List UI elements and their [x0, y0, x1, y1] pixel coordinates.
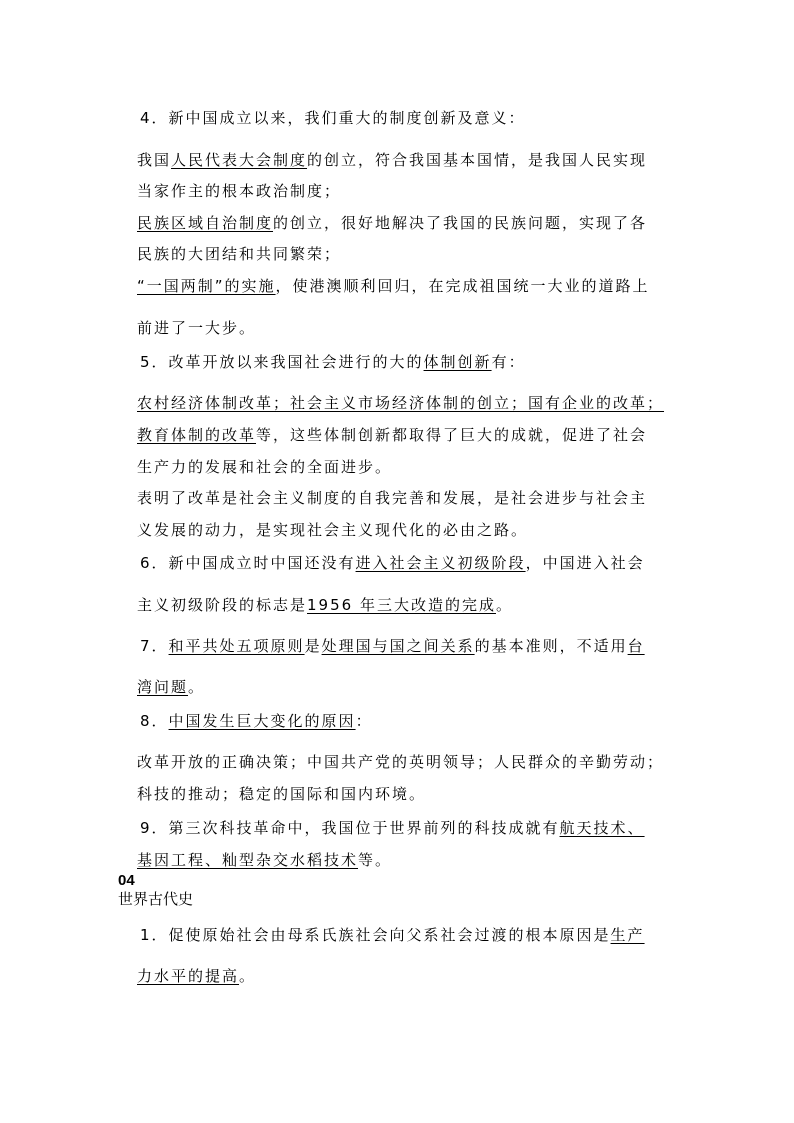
- underlined-key-term: 处理国与国之间关系: [321, 637, 475, 655]
- underlined-key-term: 基因工程、籼型杂交水稻技术: [137, 851, 359, 869]
- text-line: [140, 553, 645, 573]
- text-line: [137, 595, 513, 615]
- underlined-key-term: 湾问题: [137, 678, 189, 696]
- text-line: [137, 181, 341, 201]
- text-segment: 等，这些体制创新都取得了巨大的成就，促进了社会: [256, 426, 648, 444]
- text-line: [137, 966, 256, 986]
- underlined-key-term: 1956 年三大改造的完成: [307, 596, 496, 614]
- underlined-key-term: “一国两制”的实施: [137, 277, 276, 295]
- text-line: [140, 636, 645, 656]
- underlined-key-term: 力水平的提高: [137, 967, 240, 985]
- text-line: [137, 150, 647, 170]
- text-segment: 是: [304, 637, 322, 655]
- text-segment: 主义初级阶段的标志是: [137, 596, 308, 614]
- text-line: [137, 318, 256, 338]
- text-segment: 4．新中国成立以来，我们重大的制度创新及意义：: [140, 109, 526, 127]
- underlined-key-term: 农村经济体制改革；社会主义市场经济体制的创立；国有企业的改革；: [137, 394, 665, 412]
- text-segment: 的创立，很好地解决了我国的民族问题，实现了各: [273, 214, 648, 232]
- text-segment: 。: [188, 678, 206, 696]
- text-line: [137, 457, 392, 477]
- text-segment: 7．: [140, 637, 169, 655]
- text-segment: 有：: [491, 353, 526, 371]
- text-line: [140, 108, 526, 128]
- text-line: [137, 752, 664, 772]
- text-segment: 我国: [137, 151, 172, 169]
- underlined-key-term: 教育体制的改革: [137, 426, 257, 444]
- text-line: [137, 425, 647, 445]
- text-segment: 科技的推动；稳定的国际和国内环境。: [137, 785, 427, 803]
- text-line: [137, 213, 647, 233]
- section-number: 04: [118, 872, 135, 889]
- underlined-key-term: 进入社会主义初级阶段: [355, 554, 526, 572]
- underlined-key-term: 和平共处五项原则: [168, 637, 305, 655]
- text-segment: 改革开放的正确决策；中国共产党的英明领导；人民群众的辛勤劳动；: [137, 753, 665, 771]
- text-segment: ，使港澳顺利回归，在完成祖国统一大业的道路上: [275, 277, 650, 295]
- text-segment: 前进了一大步。: [137, 319, 257, 337]
- text-segment: 1．促使原始社会由母系氏族社会向父系社会过渡的根本原因是: [140, 926, 611, 944]
- section-title: 世界古代史: [118, 891, 194, 908]
- underlined-key-term: 航天技术、: [559, 819, 645, 837]
- text-line: [137, 276, 650, 296]
- text-line: [137, 520, 528, 540]
- text-segment: 5．改革开放以来我国社会进行的大的: [140, 353, 424, 371]
- text-segment: 生产力的发展和社会的全面进步。: [137, 458, 393, 476]
- text-line: [137, 393, 664, 413]
- underlined-key-term: 人民代表大会制度: [171, 151, 308, 169]
- text-segment: 9．第三次科技革命中，我国位于世界前列的科技成就有: [140, 819, 560, 837]
- underlined-key-term: 台: [627, 637, 645, 655]
- text-segment: ：: [355, 712, 373, 730]
- text-segment: 民族的大团结和共同繁荣；: [137, 245, 342, 263]
- text-line: [140, 818, 645, 838]
- text-segment: ，中国进入社会: [525, 554, 645, 572]
- underlined-key-term: 生产: [610, 926, 645, 944]
- text-line: [140, 925, 645, 945]
- text-line: [137, 677, 205, 697]
- text-segment: 8．: [140, 712, 169, 730]
- text-segment: 6．新中国成立时中国还没有: [140, 554, 356, 572]
- text-line: [140, 352, 526, 372]
- text-segment: 义发展的动力，是实现社会主义现代化的必由之路。: [137, 521, 529, 539]
- text-segment: 当家作主的根本政治制度；: [137, 182, 342, 200]
- text-segment: 。: [239, 967, 257, 985]
- text-line: [140, 711, 373, 731]
- underlined-key-term: 体制创新: [423, 353, 492, 371]
- text-line: [137, 488, 647, 508]
- underlined-key-term: 民族区域自治制度: [137, 214, 274, 232]
- text-segment: 等。: [358, 851, 393, 869]
- text-line: [137, 850, 392, 870]
- text-line: [137, 784, 426, 804]
- text-segment: 。: [495, 596, 513, 614]
- text-segment: 的基本准则，不适用: [474, 637, 628, 655]
- text-segment: 表明了改革是社会主义制度的自我完善和发展，是社会进步与社会主: [137, 489, 648, 507]
- underlined-key-term: 中国发生巨大变化的原因: [168, 712, 356, 730]
- text-line: [137, 244, 341, 264]
- text-segment: 的创立，符合我国基本国情，是我国人民实现: [307, 151, 648, 169]
